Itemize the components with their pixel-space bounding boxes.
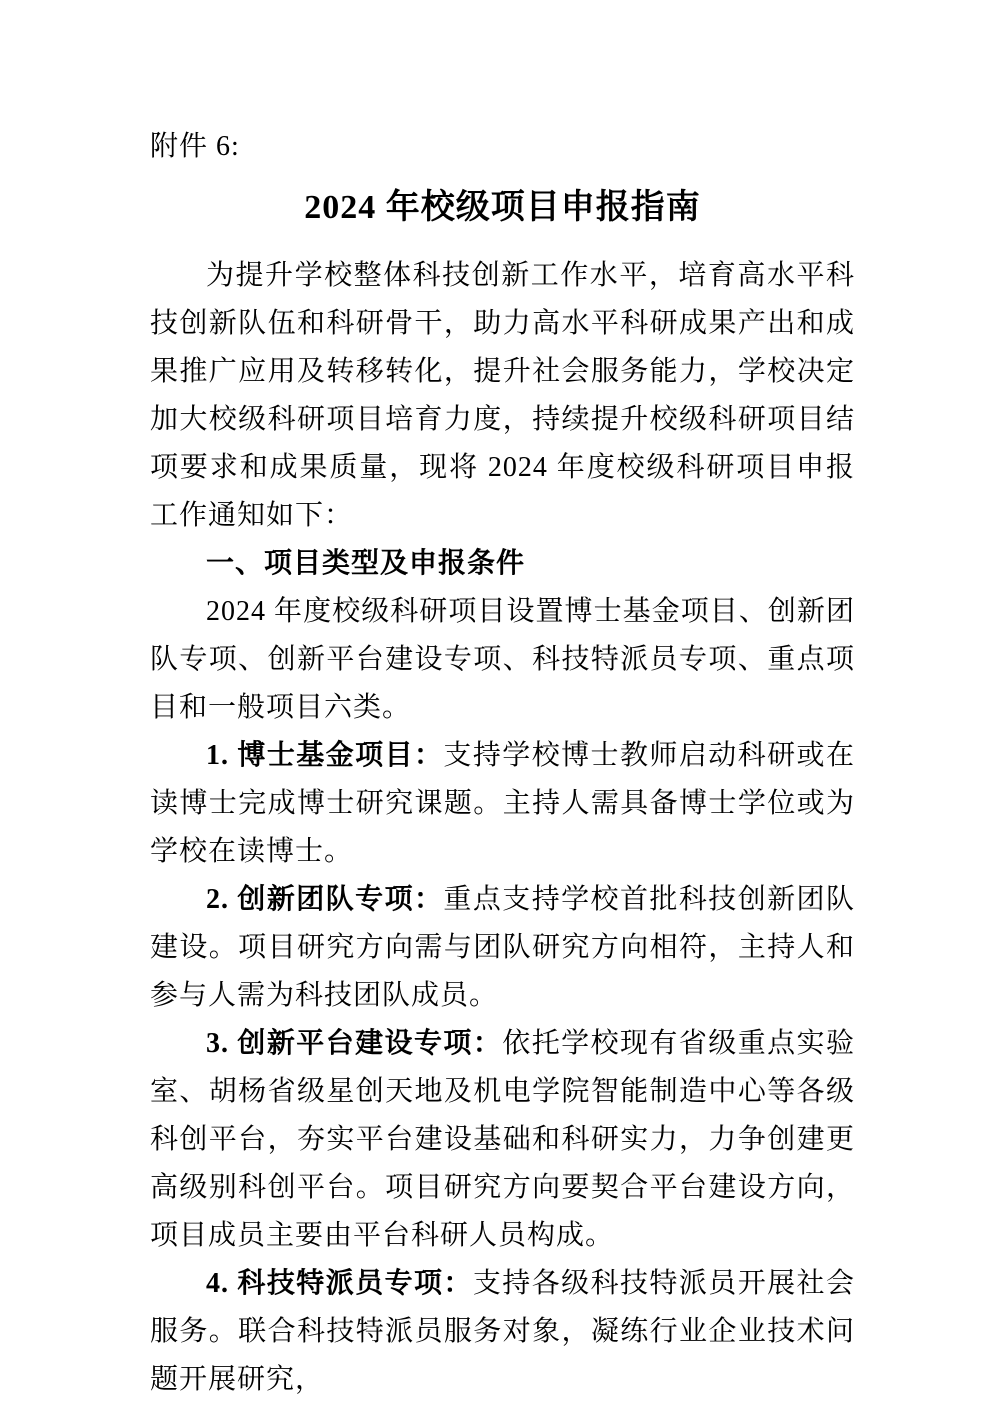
item-doctoral-fund-text: 支持学校博士教师启动科研或在读博士完成博士研究课题。主持人需具备博士学位或为学校在读博士。 [150, 740, 855, 867]
item-innovation-team-lead: 2. 创新团队专项： [206, 884, 444, 915]
item-tech-commissioner-text: 支持各级科技特派员开展社会服务。联合科技特派员服务对象，凝练行业企业技术问题开展研究， [150, 1268, 855, 1395]
paragraph-intro: 为提升学校整体科技创新工作水平，培育高水平科技创新队伍和科研骨干，助力高水平科研成果产出和成果推广应用及转移转化，提升社会服务能力，学校决定加大校级科研项目培育力度，持续提升校级科研项目结项要求和成果质量，现将 2024 年度校级科研项目申报工作通知如下： [150, 260, 855, 531]
item-innovation-team-text: 重点支持学校首批科技创新团队建设。项目研究方向需与团队研究方向相符，主持人和参与人需为科技团队成员。 [150, 884, 855, 1011]
item-innovation-platform-text: 依托学校现有省级重点实验室、胡杨省级星创天地及机电学院智能制造中心等各级科创平台，夯实平台建设基础和科研实力，力争创建更高级别科创平台。项目研究方向要契合平台建设方向，项目成员主要由平台科研人员构成。 [150, 1028, 855, 1251]
page-title: 2024 年校级项目申报指南 [304, 189, 701, 226]
item-innovation-platform-lead: 3. 创新平台建设专项： [206, 1028, 503, 1059]
item-tech-commissioner-lead: 4. 科技特派员专项： [206, 1268, 473, 1299]
paragraph-project-categories: 2024 年度校级科研项目设置博士基金项目、创新团队专项、创新平台建设专项、科技特派员专项、重点项目和一般项目六类。 [150, 596, 855, 723]
section-heading-project-types: 一、项目类型及申报条件 [206, 548, 526, 579]
item-doctoral-fund-lead: 1. 博士基金项目： [206, 740, 444, 771]
item-doctoral-fund [150, 732, 855, 876]
item-innovation-team [150, 876, 855, 1020]
document-body [150, 252, 855, 1404]
item-innovation-platform [150, 1020, 855, 1260]
attachment-label: 附件 6: [150, 131, 240, 162]
item-tech-commissioner [150, 1260, 855, 1404]
